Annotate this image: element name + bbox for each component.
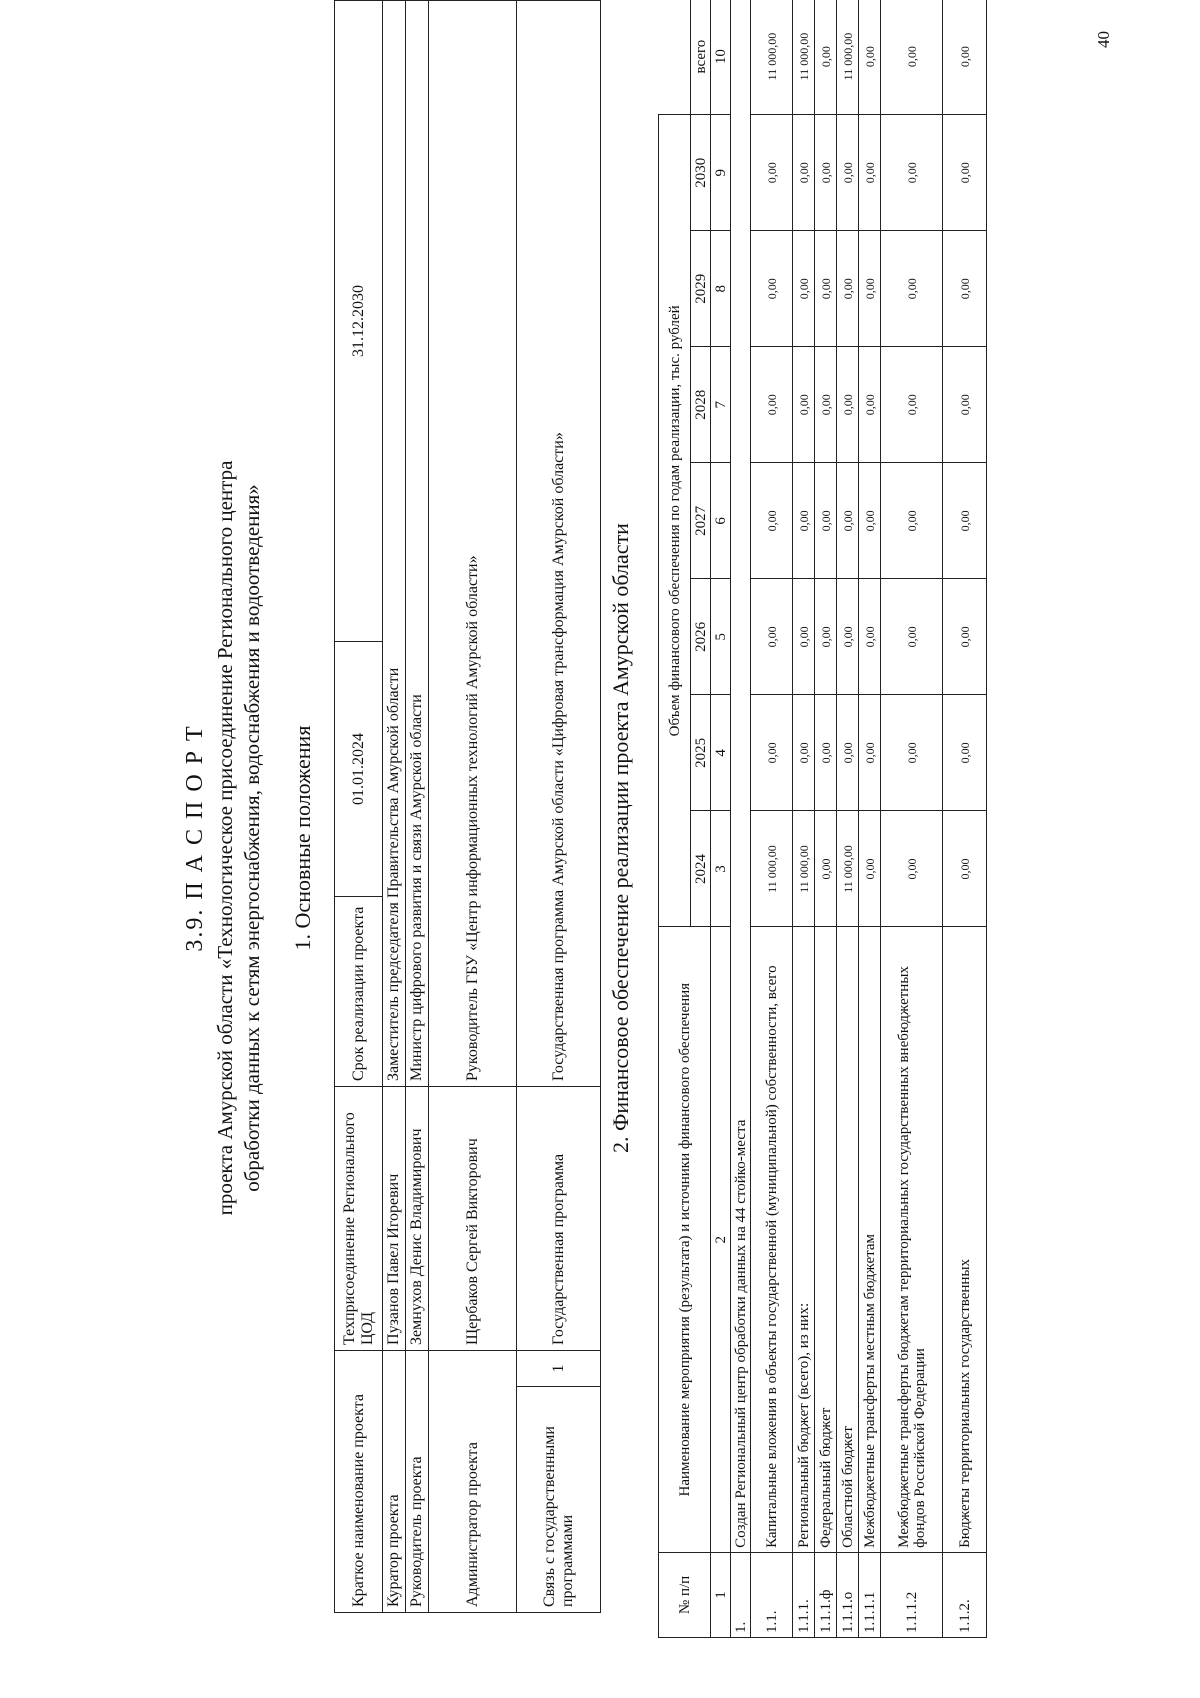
col-num-9: 9 [711,115,731,231]
section-1-heading: 1. Основные положения [290,725,315,951]
row-value: 0,00 [859,695,881,811]
row-value: 0,00 [815,115,837,231]
col-num-4: 4 [711,695,731,811]
header-volume: Объем финансового обеспечения по годам реализации, тыс. рублей [659,115,691,927]
admin-position: Руководитель ГБУ «Центр информационных технологий Амурской области» [429,0,517,1086]
row-value: 0,00 [837,579,859,695]
header-row-1 [659,0,691,1638]
row-value: 0,00 [943,579,987,695]
row-value: 11 000,00 [751,0,793,115]
row-value: 0,00 [859,463,881,579]
row-value: 0,00 [881,115,943,231]
row-value: 0,00 [881,579,943,695]
col-num-3: 3 [711,811,731,927]
row-value: 0,00 [837,347,859,463]
finance-table [658,0,987,1638]
row-value: 0,00 [751,231,793,347]
header-name: Наименование мероприятия (результата) и источники финансового обеспечения [659,927,711,1552]
row-value: 11 000,00 [793,0,815,115]
row-name: Федеральный бюджет [815,927,837,1552]
link-label: Связь с государственными программами [517,1387,601,1613]
row-value: 0,00 [751,463,793,579]
col-num-5: 5 [711,579,731,695]
row-value: 0,00 [751,115,793,231]
row-value: 0,00 [793,231,815,347]
row-value: 0,00 [793,695,815,811]
row-value: 0,00 [793,463,815,579]
row-leader [406,0,429,1612]
table-row [859,0,881,1638]
basic-info-table [334,0,601,1613]
row-value: 0,00 [815,231,837,347]
row-value: 0,00 [859,579,881,695]
row-value: 0,00 [881,347,943,463]
start-date: 01.01.2024 [335,641,383,896]
year-2030: 2030 [691,115,711,231]
row-name: Областной бюджет [837,927,859,1552]
col-num-6: 6 [711,463,731,579]
row-value: 0,00 [815,0,837,115]
row-value: 0,00 [881,0,943,115]
leader-label: Руководитель проекта [406,1350,429,1612]
admin-name: Щербаков Сергей Викторович [429,1086,517,1350]
row-value: 11 000,00 [751,811,793,927]
row-num: 1.1.1.ф [815,1552,837,1637]
row-admin [429,0,517,1612]
row-value: 0,00 [815,347,837,463]
row-value: 11 000,00 [793,811,815,927]
row-num: 1.1. [751,1552,793,1637]
row-value: 0,00 [837,695,859,811]
link-type: Государственная программа [517,1086,601,1350]
row-value: 0,00 [943,463,987,579]
row-value: 0,00 [943,347,987,463]
row-value: 0,00 [859,0,881,115]
row-value: 0,00 [751,347,793,463]
row-short-name [335,0,383,1612]
row-name: Межбюджетные трансферты местным бюджетам [859,927,881,1552]
result-num: 1. [731,1552,751,1637]
document-title: 3.9. П А С П О Р Т [182,724,208,952]
year-total: всего [691,0,711,115]
row-num: 1.1.1. [793,1552,815,1637]
row-value: 0,00 [943,231,987,347]
row-value: 0,00 [793,347,815,463]
finance-rows [751,0,987,1638]
row-value: 0,00 [859,115,881,231]
page-number: 40 [1094,31,1113,48]
row-name: Региональный бюджет (всего), из них: [793,927,815,1552]
subtitle-line-2: обработки данных к сетям энергоснабжения, водоснабжения и водоотведения» [240,484,264,1192]
col-num-7: 7 [711,347,731,463]
row-num: 1.1.1.о [837,1552,859,1637]
row-value: 0,00 [751,695,793,811]
row-value: 0,00 [881,231,943,347]
short-name-value: Техприсоединение Регионального ЦОД [335,1086,383,1350]
admin-label: Администратор проекта [429,1350,517,1612]
table-row [881,0,943,1638]
header-spacer [659,0,691,115]
row-num: 1.1.2. [943,1552,987,1637]
link-number: 1 [517,1350,601,1386]
row-value: 0,00 [793,579,815,695]
row-value: 0,00 [751,579,793,695]
table-row [751,0,793,1638]
link-value: Государственная программа Амурской области «Цифровая трансформация Амурской области» [517,0,601,1086]
row-value: 0,00 [859,347,881,463]
leader-position: Министр цифрового развития и связи Амурской области [406,0,429,1086]
row-value: 0,00 [859,811,881,927]
table-row [837,0,859,1638]
row-curator [383,0,406,1612]
table-row [815,0,837,1638]
row-value: 0,00 [881,695,943,811]
col-num-2: 2 [711,927,731,1552]
row-value: 11 000,00 [837,0,859,115]
row-num: 1.1.1.1 [859,1552,881,1637]
row-value: 0,00 [815,463,837,579]
row-program-link [517,0,601,1612]
result-row [731,0,751,1638]
year-2028: 2028 [691,347,711,463]
row-value: 0,00 [793,115,815,231]
leader-name: Земнухов Денис Владимирович [406,1086,429,1350]
row-name: Межбюджетные трансферты бюджетам территориальных государственных внебюджетных фондов Российской Федерации [881,927,943,1552]
curator-position: Заместитель председателя Правительства Амурской области [383,0,406,1086]
col-num-8: 8 [711,231,731,347]
row-value: 0,00 [881,463,943,579]
row-value: 0,00 [859,231,881,347]
curator-label: Куратор проекта [383,1350,406,1612]
year-2027: 2027 [691,463,711,579]
column-numbers-row [711,0,731,1638]
section-2-heading: 2. Финансовое обеспечение реализации проекта Амурской области [608,523,633,1153]
row-value: 11 000,00 [837,811,859,927]
curator-name: Пузанов Павел Игоревич [383,1086,406,1350]
year-2025: 2025 [691,695,711,811]
table-row [793,0,815,1638]
end-date: 31.12.2030 [335,0,383,641]
document-subtitle [212,0,266,1698]
col-num-1: 1 [711,1552,731,1637]
row-value: 0,00 [837,115,859,231]
result-name: Создан Региональный центр обработки данных на 44 стойко-места [731,0,751,1552]
row-value: 0,00 [815,695,837,811]
row-num: 1.1.1.2 [881,1552,943,1637]
row-value: 0,00 [837,231,859,347]
subtitle-line-1: проекта Амурской области «Технологическое присоединение Регионального центра [213,460,237,1216]
row-value: 0,00 [943,811,987,927]
row-value: 0,00 [943,0,987,115]
row-name: Бюджеты территориальных государственных [943,927,987,1552]
row-value: 0,00 [943,115,987,231]
year-2029: 2029 [691,231,711,347]
row-value: 0,00 [943,695,987,811]
short-name-label: Краткое наименование проекта [335,1350,383,1612]
row-value: 0,00 [881,811,943,927]
header-num: № п/п [659,1552,711,1637]
year-2024: 2024 [691,811,711,927]
term-label: Срок реализации проекта [335,896,383,1086]
year-2026: 2026 [691,579,711,695]
table-row [943,0,987,1638]
row-name: Капитальные вложения в объекты государственной (муниципальной) собственности, всего [751,927,793,1552]
row-value: 0,00 [815,579,837,695]
row-value: 0,00 [837,463,859,579]
col-num-10: 10 [711,0,731,115]
row-value: 0,00 [815,811,837,927]
